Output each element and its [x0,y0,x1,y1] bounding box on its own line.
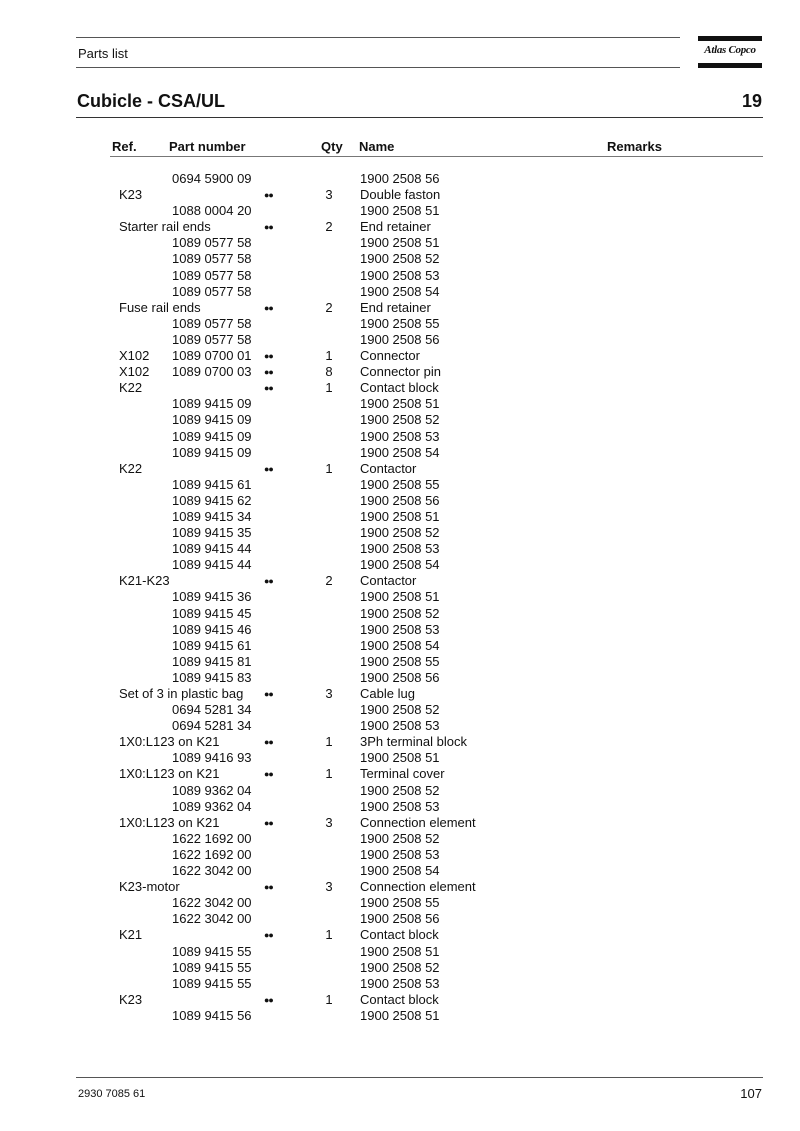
row-name: 1900 2508 53 [360,621,440,637]
table-row [0,461,800,477]
row-qty: 1 [325,991,333,1007]
table-row [0,380,800,396]
table-row [0,284,800,300]
row-part-number: 1089 0577 58 [172,315,252,331]
row-part-number: 1089 9415 45 [172,605,252,621]
column-header-part-number: Part number [169,139,246,154]
row-name: 1900 2508 51 [360,396,440,412]
row-name: 1900 2508 56 [360,331,440,347]
row-part-number: 1089 9415 83 [172,669,252,685]
table-row [0,589,800,605]
row-qty: 1 [325,348,333,364]
row-name: 1900 2508 56 [360,492,440,508]
table-row [0,300,800,316]
table-row [0,960,800,976]
table-row [0,219,800,235]
row-name: 1900 2508 51 [360,508,440,524]
row-part-number: 1089 9415 09 [172,444,252,460]
table-row [0,895,800,911]
row-part-number: 1089 9362 04 [172,782,252,798]
header-label: Parts list [78,46,128,61]
row-ref: X102 [119,348,150,364]
table-row [0,525,800,541]
table-row [0,573,800,589]
table-row [0,815,800,831]
row-name: 1900 2508 53 [360,267,440,283]
title-rule [76,117,763,118]
row-marker: ●● [264,817,273,828]
table-row [0,235,800,251]
row-name: 1900 2508 52 [360,702,440,718]
row-marker: ●● [264,930,273,941]
row-name: Terminal cover [360,766,445,782]
table-row [0,670,800,686]
row-ref: K23-motor [119,879,180,895]
row-name: 1900 2508 51 [360,235,440,251]
table-row [0,541,800,557]
table-row [0,1008,800,1024]
row-part-number: 1622 3042 00 [172,863,252,879]
column-header-remarks: Remarks [607,139,662,154]
row-part-number: 1089 9362 04 [172,798,252,814]
row-name: Double faston [360,187,441,203]
row-name: 1900 2508 52 [360,959,440,975]
row-marker: ●● [264,222,273,233]
row-qty: 3 [325,686,333,701]
table-row [0,187,800,203]
row-name: 1900 2508 52 [360,525,440,541]
table-row [0,799,800,815]
table-row [0,445,800,461]
row-part-number: 1622 3042 00 [172,895,252,911]
logo-bar-top [698,36,762,41]
row-name: 1900 2508 53 [360,975,440,991]
table-row [0,268,800,284]
row-name: Connection element [360,814,476,830]
row-name: End retainer [360,219,431,235]
row-name: 1900 2508 54 [360,863,440,879]
row-marker: ●● [264,882,273,893]
section-number: 19 [741,91,762,111]
table-row [0,477,800,493]
row-name: 1900 2508 52 [360,830,440,846]
row-part-number: 1089 9415 44 [172,541,252,557]
row-ref: X102 [119,364,150,380]
table-row [0,992,800,1008]
table-row [0,847,800,863]
table-row [0,332,800,348]
row-marker: ●● [264,383,273,394]
table-row [0,429,800,445]
row-part-number: 1089 9415 09 [172,412,252,428]
row-ref: 1X0:L123 on K21 [119,814,220,830]
table-row [0,783,800,799]
row-qty: 3 [325,814,333,830]
table-row [0,879,800,895]
row-part-number: 1089 9415 55 [172,975,252,991]
row-ref: Set of 3 in plastic bag [119,686,244,701]
row-name: 1900 2508 56 [360,911,440,927]
table-row [0,686,800,702]
table-row [0,831,800,847]
row-marker: ●● [264,576,273,587]
row-part-number: 0694 5900 09 [172,171,252,186]
row-part-number: 1622 1692 00 [172,846,252,862]
table-row [0,750,800,766]
header-rule-top [76,37,680,38]
row-part-number: 1089 0577 58 [172,251,252,267]
row-marker: ●● [264,302,273,313]
row-name: 1900 2508 54 [360,444,440,460]
atlas-copco-logo [698,36,762,68]
column-header-rule [110,156,763,157]
row-marker: ●● [264,737,273,748]
table-row [0,396,800,412]
row-part-number: 0694 5281 34 [172,718,252,734]
row-part-number: 1089 9415 44 [172,557,252,573]
table-row [0,863,800,879]
table-row [0,718,800,734]
row-marker: ●● [264,190,273,201]
parts-table-body [0,171,800,1024]
row-part-number: 0694 5281 34 [172,702,252,718]
table-row [0,734,800,750]
row-qty: 2 [325,573,333,589]
row-name: Contact block [360,991,439,1007]
row-name: 1900 2508 53 [360,428,440,444]
table-row [0,606,800,622]
row-name: 1900 2508 51 [360,1007,440,1023]
row-part-number: 1089 0700 01 [172,348,252,364]
row-marker: ●● [264,994,273,1005]
table-row [0,622,800,638]
row-name: Contactor [360,573,417,589]
row-name: Connection element [360,879,476,895]
row-part-number: 1089 9415 09 [172,396,252,412]
row-name: 1900 2508 52 [360,605,440,621]
row-name: 1900 2508 55 [360,315,440,331]
row-qty: 2 [325,219,333,235]
row-part-number: 1089 9416 93 [172,750,252,766]
row-part-number: 1089 0577 58 [172,235,252,251]
row-qty: 2 [325,299,333,315]
table-row [0,557,800,573]
table-row [0,364,800,380]
row-marker: ●● [264,689,273,699]
row-qty: 1 [325,460,333,476]
logo-bar-bottom [698,63,762,68]
row-name: 1900 2508 52 [360,251,440,267]
header-rule-bottom [76,67,680,68]
row-name: 1900 2508 53 [360,798,440,814]
page-title: Cubicle - CSA/UL [77,91,226,111]
row-part-number: 1089 9415 34 [172,508,252,524]
row-ref: K23 [119,991,143,1007]
row-part-number: 1089 9415 35 [172,525,252,541]
row-name: 1900 2508 56 [360,171,440,186]
row-name: Cable lug [360,686,415,701]
row-name: 1900 2508 53 [360,541,440,557]
row-ref: K22 [119,460,143,476]
row-qty: 1 [325,734,333,750]
row-ref: 1X0:L123 on K21 [119,766,220,782]
table-row [0,203,800,219]
row-part-number: 1089 0577 58 [172,267,252,283]
footer-rule [76,1077,763,1078]
row-name: 1900 2508 54 [360,637,440,653]
row-part-number: 1089 9415 46 [172,621,252,637]
row-ref: K23 [119,187,143,203]
row-name: Contact block [360,380,439,396]
row-part-number: 1622 3042 00 [172,911,252,927]
table-row [0,976,800,992]
column-header-qty: Qty [321,139,343,154]
row-qty: 8 [325,364,333,380]
footer-doc-number: 2930 7085 61 [78,1088,146,1100]
row-part-number: 1089 9415 55 [172,943,252,959]
row-name: 1900 2508 54 [360,557,440,573]
table-row [0,654,800,670]
table-row [0,911,800,927]
table-row [0,251,800,267]
row-name: Connector pin [360,364,441,380]
table-row [0,316,800,332]
row-part-number: 1089 9415 81 [172,653,252,669]
row-name: 1900 2508 51 [360,943,440,959]
row-part-number: 1089 9415 61 [172,637,252,653]
row-name: 1900 2508 55 [360,476,440,492]
row-part-number: 1089 9415 62 [172,492,252,508]
row-ref: K21 [119,927,143,943]
row-ref: K22 [119,380,143,396]
row-qty: 1 [325,766,333,782]
row-part-number: 1089 0700 03 [172,364,252,380]
row-part-number: 1089 9415 56 [172,1007,252,1023]
row-ref: Starter rail ends [119,219,211,235]
row-part-number: 1622 1692 00 [172,830,252,846]
row-qty: 3 [325,187,333,203]
row-part-number: 1089 0577 58 [172,331,252,347]
table-row [0,944,800,960]
row-name: 1900 2508 55 [360,653,440,669]
row-qty: 1 [325,380,333,396]
row-part-number: 1088 0004 20 [172,203,252,219]
row-marker: ●● [264,351,273,362]
row-name: 1900 2508 51 [360,750,440,766]
row-name: 1900 2508 53 [360,846,440,862]
row-ref: 1X0:L123 on K21 [119,734,220,750]
table-row [0,493,800,509]
row-name: 3Ph terminal block [360,734,467,750]
row-name: 1900 2508 52 [360,412,440,428]
row-name: 1900 2508 51 [360,589,440,605]
row-marker: ●● [264,769,273,780]
row-name: 1900 2508 54 [360,283,440,299]
row-name: 1900 2508 51 [360,203,440,219]
footer-page-number: 107 [740,1086,762,1101]
row-name: 1900 2508 52 [360,782,440,798]
row-part-number: 1089 9415 36 [172,589,252,605]
table-row [0,927,800,943]
row-name: End retainer [360,299,431,315]
table-row [0,171,800,187]
table-row [0,412,800,428]
table-row [0,348,800,364]
table-row [0,509,800,525]
row-part-number: 1089 9415 61 [172,476,252,492]
column-header-name: Name [359,139,395,154]
row-name: Contact block [360,927,439,943]
row-marker: ●● [264,463,273,474]
row-name: 1900 2508 53 [360,718,440,734]
row-qty: 1 [325,927,333,943]
row-marker: ●● [264,367,273,378]
column-header-ref: Ref. [112,139,137,154]
row-part-number: 1089 9415 09 [172,428,252,444]
row-name: Connector [360,348,420,364]
logo-text: Atlas Copco [704,44,756,56]
table-row [0,766,800,782]
table-row [0,638,800,654]
row-part-number: 1089 9415 55 [172,959,252,975]
row-part-number: 1089 0577 58 [172,283,252,299]
row-ref: K21-K23 [119,573,170,589]
row-ref: Fuse rail ends [119,299,201,315]
row-name: 1900 2508 56 [360,669,440,685]
row-name: 1900 2508 55 [360,895,440,911]
row-name: Contactor [360,460,417,476]
table-row [0,702,800,718]
row-qty: 3 [325,879,333,895]
